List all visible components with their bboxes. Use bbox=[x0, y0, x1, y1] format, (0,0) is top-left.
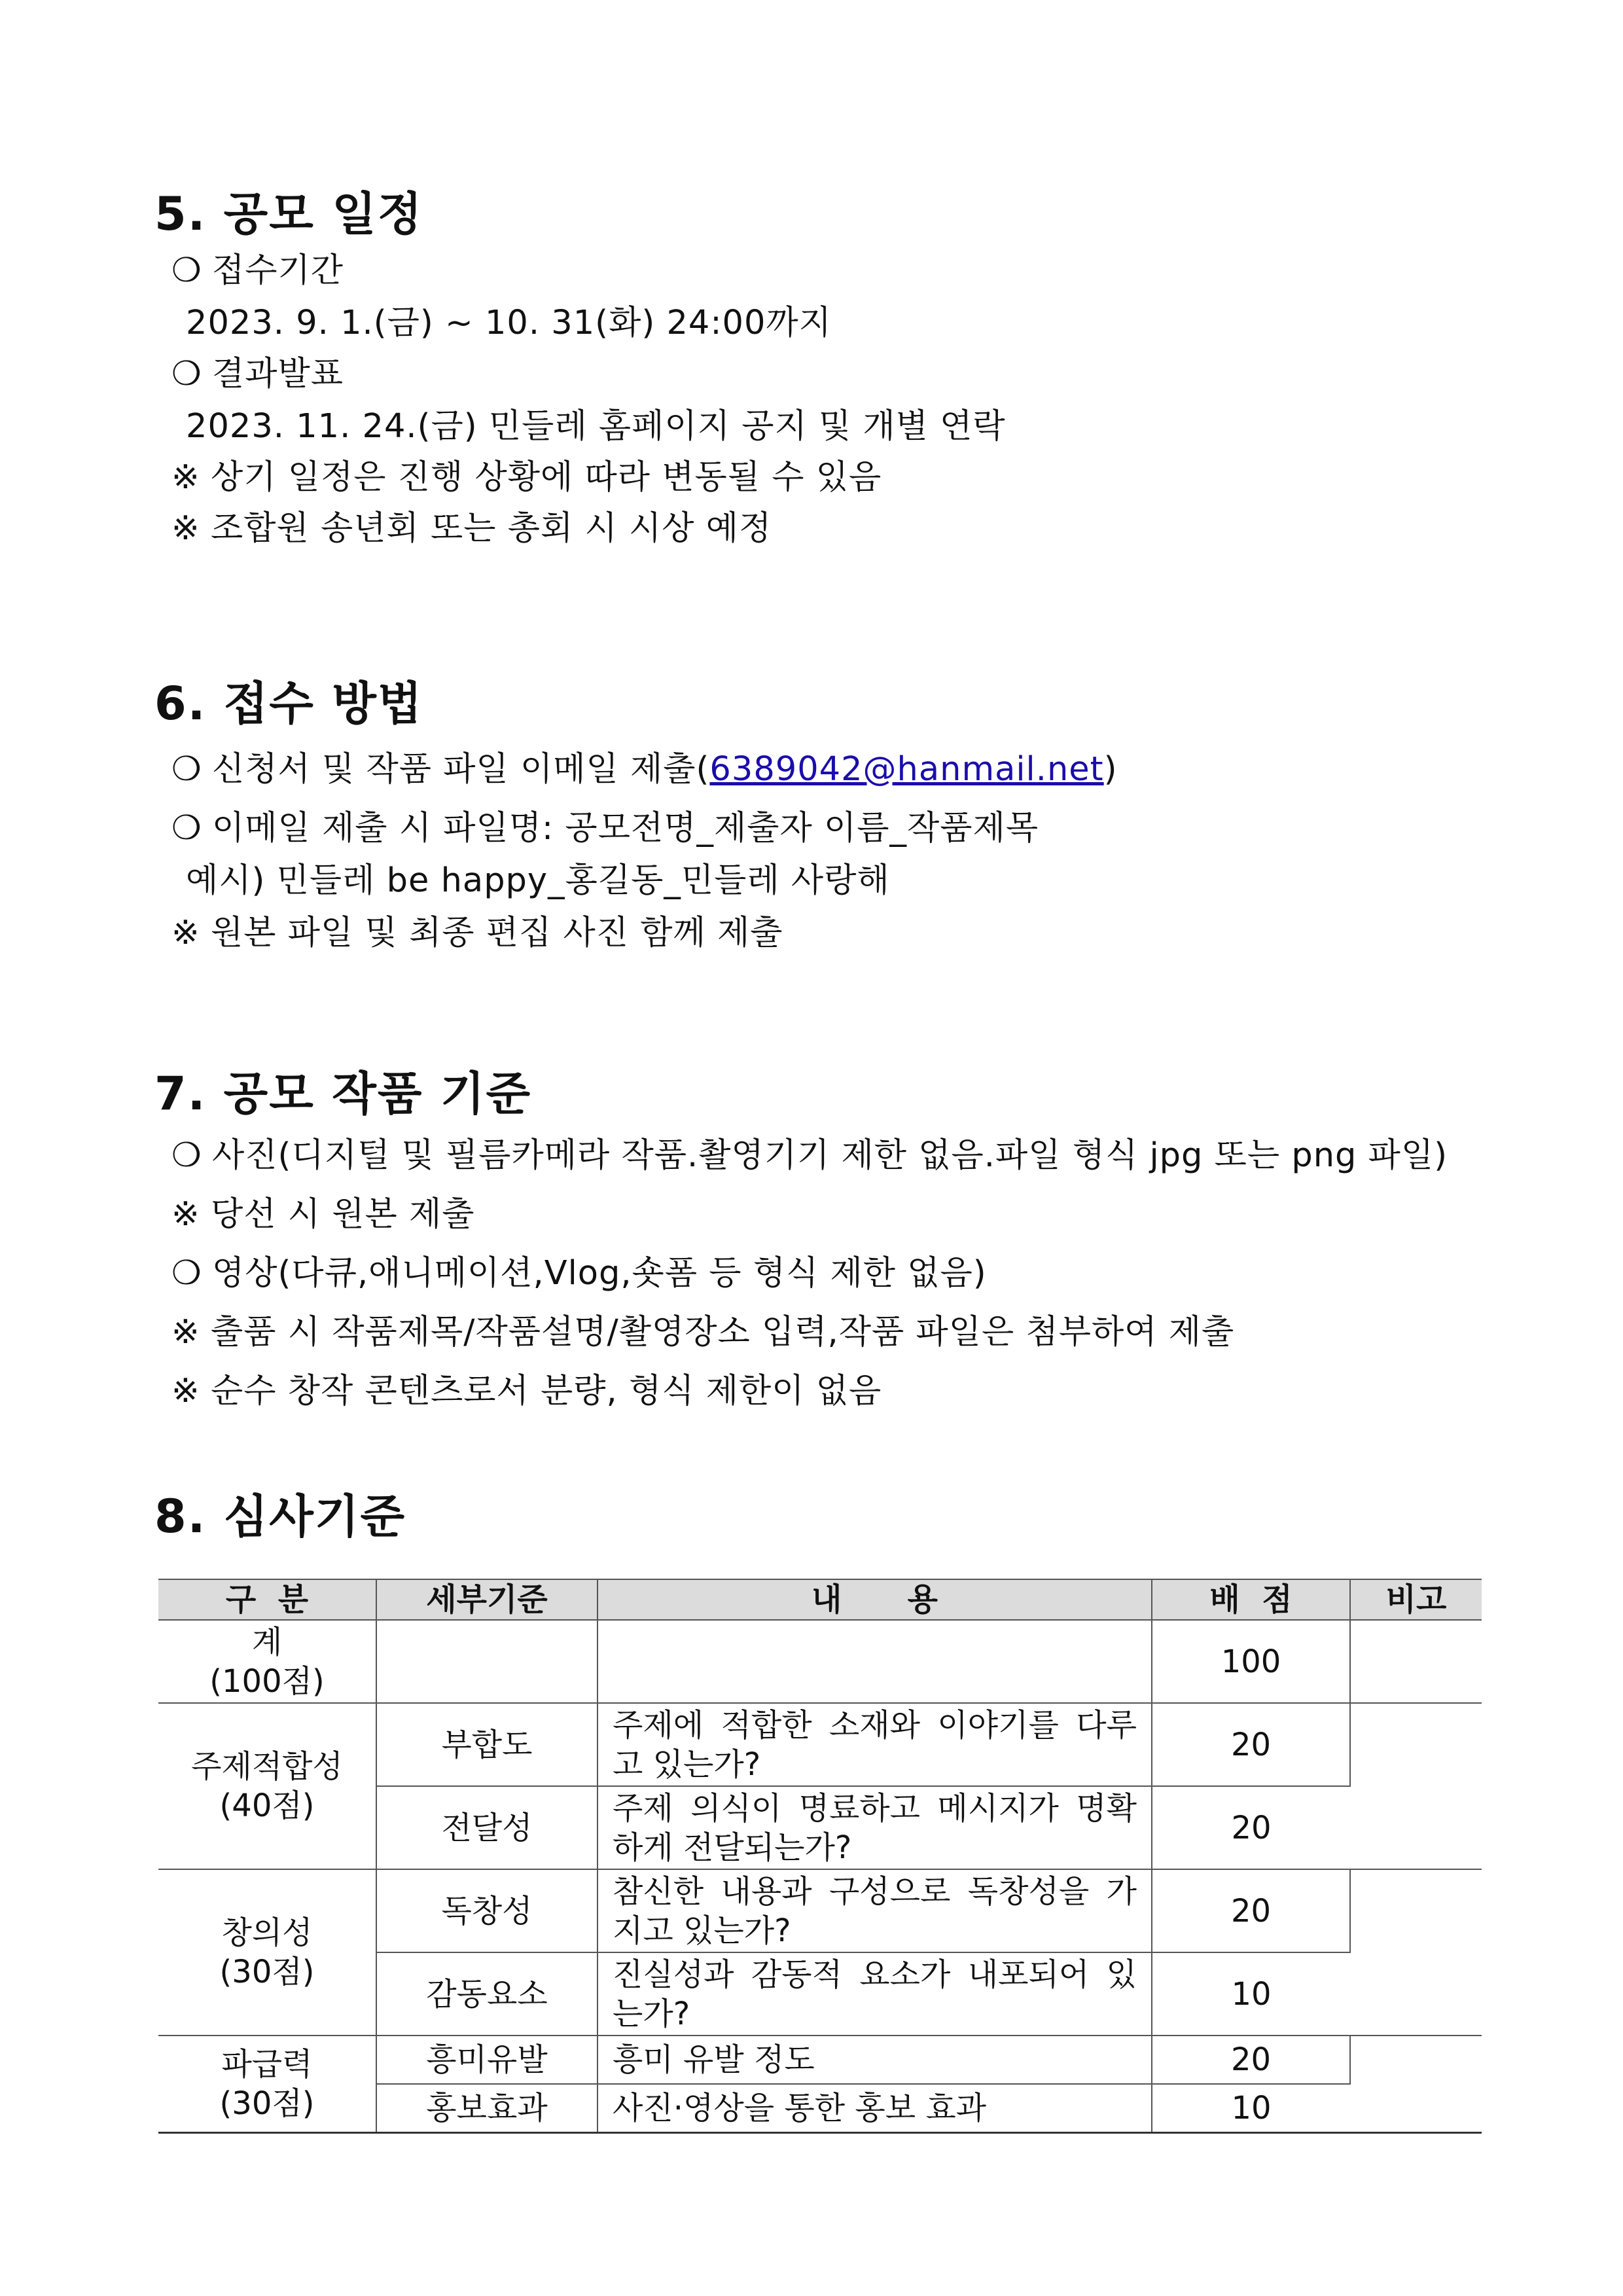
remarks-cell bbox=[1350, 1703, 1482, 1869]
criterion-cell: 홍보효과 bbox=[376, 2084, 597, 2132]
group-points: (30점) bbox=[219, 1954, 315, 1990]
section-6-title: 6. 접수 방법 bbox=[154, 677, 423, 730]
table-row bbox=[158, 1869, 1482, 1952]
note-text: 출품 시 작품제목/작품설명/촬영장소 입력,작품 파일은 첨부하여 제출 bbox=[211, 1313, 1235, 1352]
result-announcement-detail: 2023. 11. 24.(금) 민들레 홈페이지 공지 및 개별 연락 bbox=[186, 407, 1006, 446]
video-criteria-text: 영상(다큐,애니메이션,Vlog,숏폼 등 형식 제한 없음) bbox=[212, 1254, 987, 1293]
circle-bullet-icon: ❍ bbox=[171, 1136, 202, 1175]
score-cell: 20 bbox=[1152, 1703, 1350, 1786]
remarks-cell bbox=[1350, 1620, 1482, 1703]
note-text: 당선 시 원본 제출 bbox=[211, 1195, 475, 1234]
circle-bullet-icon: ❍ bbox=[171, 355, 202, 393]
score-cell: 10 bbox=[1152, 2084, 1350, 2132]
filename-rule-item bbox=[171, 809, 1039, 848]
criterion-cell: 전달성 bbox=[376, 1786, 597, 1869]
note-text: 순수 창작 콘텐츠로서 분량, 형식 제한이 없음 bbox=[211, 1372, 882, 1410]
receipt-period-label: 접수기간 bbox=[212, 251, 344, 290]
submission-email-prefix: 신청서 및 작품 파일 이메일 제출( bbox=[212, 750, 710, 789]
reference-mark-icon: ※ bbox=[171, 1195, 200, 1234]
group-cell bbox=[158, 1869, 376, 2036]
reference-mark-icon: ※ bbox=[171, 914, 200, 952]
table-row bbox=[158, 1703, 1482, 1786]
submission-email-item bbox=[171, 750, 1118, 789]
total-score: 100 bbox=[1152, 1620, 1350, 1703]
criterion-cell: 흥미유발 bbox=[376, 2036, 597, 2084]
criterion-cell: 독창성 bbox=[376, 1869, 597, 1952]
group-points: (30점) bbox=[219, 2085, 315, 2122]
submission-email-suffix: ) bbox=[1103, 750, 1118, 789]
circle-bullet-icon: ❍ bbox=[171, 251, 202, 290]
remarks-cell bbox=[1350, 2036, 1482, 2132]
reference-mark-icon: ※ bbox=[171, 458, 200, 497]
header-remarks: 비고 bbox=[1350, 1579, 1482, 1620]
photo-criteria-text: 사진(디지털 및 필름카메라 작품.촬영기기 제한 없음.파일 형식 jpg 또는 png 파일) bbox=[212, 1136, 1448, 1175]
table-row bbox=[158, 2036, 1482, 2084]
note-text: 상기 일정은 진행 상황에 따라 변동될 수 있음 bbox=[211, 458, 882, 497]
note-text: 원본 파일 및 최종 편집 사진 함께 제출 bbox=[211, 914, 783, 952]
header-content: 내 용 bbox=[597, 1579, 1152, 1620]
submission-email-link[interactable]: 6389042@hanmail.net bbox=[709, 750, 1104, 789]
schedule-note-2 bbox=[171, 509, 772, 548]
reference-mark-icon: ※ bbox=[171, 509, 200, 548]
circle-bullet-icon: ❍ bbox=[171, 1254, 202, 1293]
total-label-cell bbox=[158, 1620, 376, 1703]
submission-note-1 bbox=[171, 916, 783, 950]
group-cell bbox=[158, 1703, 376, 1869]
group-name: 파급력 bbox=[221, 2045, 313, 2083]
section-5-title: 5. 공모 일정 bbox=[154, 187, 423, 241]
schedule-result-announcement bbox=[171, 357, 344, 391]
table-header-row bbox=[158, 1579, 1482, 1620]
circle-bullet-icon: ❍ bbox=[171, 809, 202, 848]
content-cell: 흥미 유발 정도 bbox=[597, 2036, 1152, 2084]
content-cell: 사진·영상을 통한 홍보 효과 bbox=[597, 2084, 1152, 2132]
total-label: 계 bbox=[251, 1623, 283, 1660]
filename-rule-text: 이메일 제출 시 파일명: 공모전명_제출자 이름_작품제목 bbox=[212, 809, 1039, 848]
criteria-note-1 bbox=[171, 1195, 475, 1234]
score-cell: 10 bbox=[1152, 1952, 1350, 2036]
criteria-note-2 bbox=[171, 1313, 1235, 1352]
header-score: 배 점 bbox=[1152, 1579, 1350, 1620]
result-announcement-label: 결과발표 bbox=[212, 355, 344, 393]
content-cell: 주제 의식이 명료하고 메시지가 명확하게 전달되는가? bbox=[597, 1786, 1152, 1869]
receipt-period-detail: 2023. 9. 1.(금) ~ 10. 31(화) 24:00까지 bbox=[186, 304, 832, 342]
reference-mark-icon: ※ bbox=[171, 1372, 200, 1410]
criteria-note-3 bbox=[171, 1374, 882, 1408]
schedule-note-1 bbox=[171, 458, 882, 497]
empty-cell bbox=[376, 1620, 597, 1703]
criterion-cell: 감동요소 bbox=[376, 1952, 597, 2036]
table-row bbox=[158, 1620, 1482, 1703]
note-text: 조합원 송년회 또는 총회 시 시상 예정 bbox=[211, 509, 772, 548]
section-8-title: 8. 심사기준 bbox=[154, 1490, 406, 1543]
filename-example: 예시) 민들레 be happy_홍길동_민들레 사랑해 bbox=[186, 861, 890, 900]
group-name: 주제적합성 bbox=[191, 1748, 343, 1785]
content-cell: 진실성과 감동적 요소가 내포되어 있는가? bbox=[597, 1952, 1152, 2036]
score-cell: 20 bbox=[1152, 1869, 1350, 1952]
score-cell: 20 bbox=[1152, 2036, 1350, 2084]
header-category: 구 분 bbox=[158, 1579, 376, 1620]
score-cell: 20 bbox=[1152, 1786, 1350, 1869]
schedule-receipt-period bbox=[171, 251, 344, 290]
judging-criteria-table bbox=[158, 1579, 1482, 2134]
group-name: 창의성 bbox=[221, 1914, 313, 1951]
criterion-cell: 부합도 bbox=[376, 1703, 597, 1786]
circle-bullet-icon: ❍ bbox=[171, 750, 202, 789]
header-criterion: 세부기준 bbox=[376, 1579, 597, 1620]
reference-mark-icon: ※ bbox=[171, 1313, 200, 1352]
group-points: (40점) bbox=[219, 1787, 315, 1824]
remarks-cell bbox=[1350, 1869, 1482, 2036]
empty-cell bbox=[597, 1620, 1152, 1703]
total-points: (100점) bbox=[209, 1662, 325, 1700]
section-7-title: 7. 공모 작품 기준 bbox=[154, 1067, 532, 1121]
criteria-photo-item bbox=[171, 1136, 1448, 1175]
content-cell: 참신한 내용과 구성으로 독창성을 가지고 있는가? bbox=[597, 1869, 1152, 1952]
group-cell bbox=[158, 2036, 376, 2132]
content-cell: 주제에 적합한 소재와 이야기를 다루고 있는가? bbox=[597, 1703, 1152, 1786]
criteria-video-item bbox=[171, 1254, 987, 1293]
